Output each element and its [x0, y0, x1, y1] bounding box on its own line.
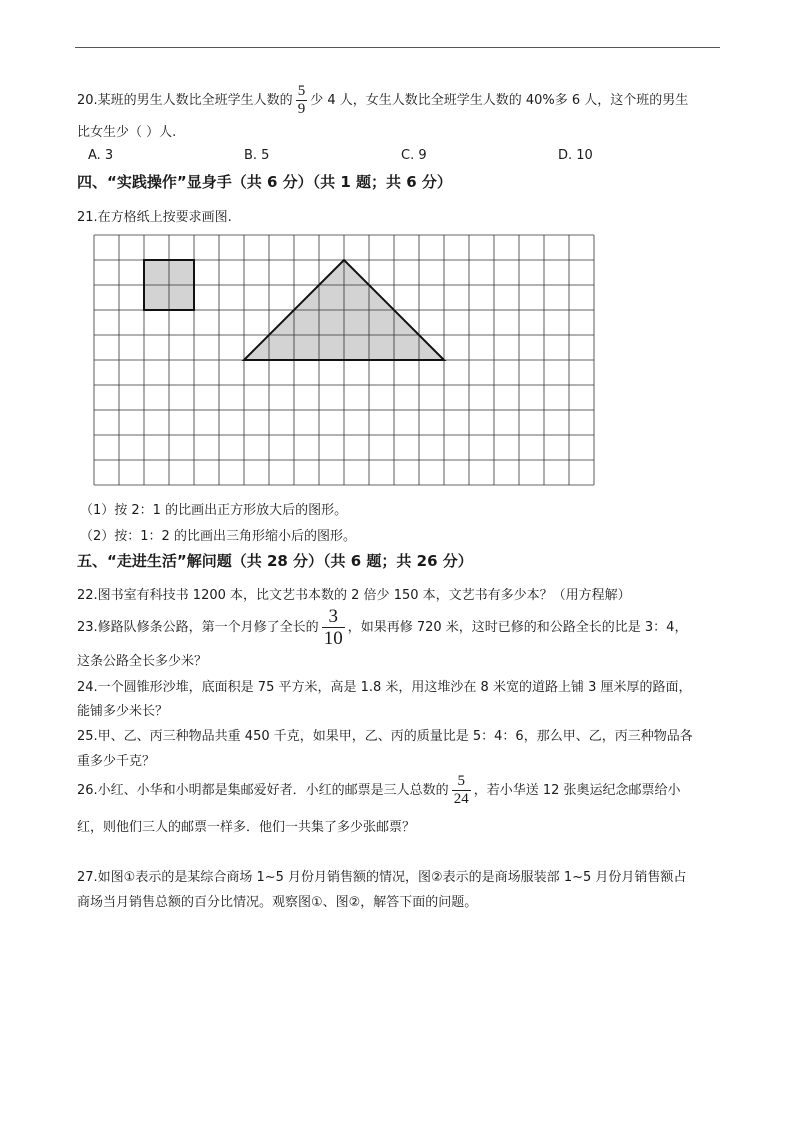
- question-23-text-a: 23.修路队修条公路，第一个月修了全长的: [77, 620, 319, 635]
- question-26-text-a: 26.小红、小华和小明都是集邮爱好者．小红的邮票是三人总数的: [77, 783, 449, 798]
- question-24-line2: 能铺多少米长？: [77, 704, 169, 719]
- question-21-text: 21.在方格纸上按要求画图.: [77, 210, 232, 225]
- fraction-numerator: 5: [297, 83, 306, 99]
- fraction-numerator: 5: [457, 773, 465, 789]
- question-26-text-b: ，若小华送 12 张奥运纪念邮票给小: [473, 783, 681, 798]
- question-24-line1: 24.一个圆锥形沙堆，底面积是 75 平方米，高是 1.8 米，用这堆沙在 8 米宽的道路上铺 3 厘米厚的路面，: [77, 680, 692, 695]
- question-20-text-a: 20.某班的男生人数比全班学生人数的: [77, 93, 293, 108]
- fraction-5-9: [296, 84, 308, 117]
- question-21-sub2: （2）按：1：2 的比画出三角形缩小后的图形。: [80, 529, 356, 544]
- fraction-3-10: [322, 607, 345, 648]
- option-c: C. 9: [401, 148, 427, 163]
- fraction-denominator: 9: [297, 101, 306, 117]
- question-20-line1: [77, 84, 688, 117]
- header-rule: [75, 47, 720, 48]
- question-23-line2: 这条公路全长多少米？: [77, 654, 208, 669]
- fraction-denominator: 10: [323, 628, 343, 649]
- fraction-denominator: 24: [453, 791, 469, 807]
- section-5-heading: 五、“走进生活”解问题（共 28 分）（共 6 题；共 26 分）: [77, 552, 473, 570]
- option-a: A. 3: [88, 148, 114, 163]
- question-23-line1: [77, 607, 687, 648]
- question-22-text: 22.图书室有科技书 1200 本，比文艺书本数的 2 倍少 150 本，文艺书有多少本？（用方程解）: [77, 588, 631, 603]
- option-d: D. 10: [558, 148, 593, 163]
- question-25-line1: 25.甲、乙、丙三种物品共重 450 千克，如果甲，乙、丙的质量比是 5：4：6，那么甲、乙，丙三种物品各: [77, 729, 693, 744]
- fraction-numerator: 3: [328, 606, 338, 627]
- question-20-line2: 比女生少（ ）人.: [77, 125, 177, 140]
- fraction-5-24: [452, 774, 471, 807]
- question-27-line2: 商场当月销售总额的百分比情况。观察图①、图②，解答下面的问题。: [77, 895, 478, 910]
- question-26-line1: [77, 774, 681, 807]
- question-21-sub1: （1）按 2：1 的比画出正方形放大后的图形。: [80, 503, 348, 518]
- question-20-text-b: 少 4 人，女生人数比全班学生人数的 40%多 6 人，这个班的男生: [310, 93, 689, 108]
- option-b: B. 5: [244, 148, 270, 163]
- question-27-line1: 27.如图①表示的是某综合商场 1~5 月份月销售额的情况，图②表示的是商场服装部 1~5 月份月销售额占: [77, 870, 687, 885]
- question-23-text-b: ，如果再修 720 米，这时已修的和公路全长的比是 3：4，: [347, 620, 688, 635]
- question-25-line2: 重多少千克？: [77, 754, 156, 769]
- grid-paper: [93, 234, 595, 486]
- question-26-line2: 红，则他们三人的邮票一样多．他们一共集了多少张邮票？: [77, 820, 416, 835]
- section-4-heading: 四、“实践操作”显身手（共 6 分）（共 1 题；共 6 分）: [77, 173, 452, 191]
